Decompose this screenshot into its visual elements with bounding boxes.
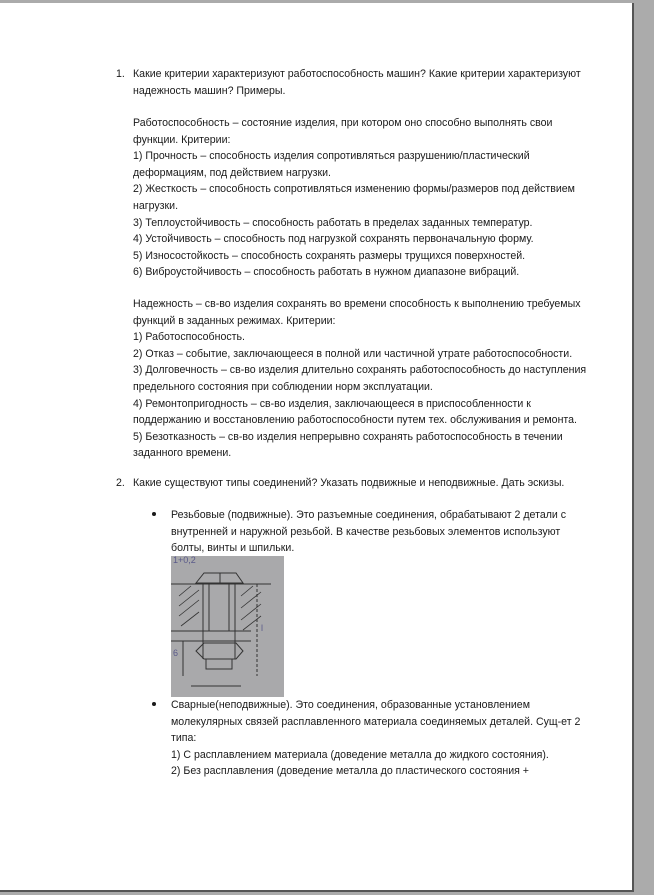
bullet-icon	[152, 512, 156, 516]
text-line: 3) Теплоустойчивость – способность работать в пределах заданных температур.	[133, 216, 533, 229]
text-line: надежность машин? Примеры.	[133, 84, 286, 97]
text-line: молекулярных связей расплавленного материала соединяемых деталей. Сущ-ет 2	[171, 715, 581, 728]
text-line: 2) Жесткость – способность сопротивляться изменению формы/размеров под действием	[133, 183, 575, 196]
text-line: 1) Работоспособность.	[133, 331, 245, 344]
text-line: нагрузки.	[133, 199, 179, 212]
bolt-sketch-image	[171, 556, 284, 697]
text-line: функций в заданных режимах. Критерии:	[133, 314, 336, 327]
text-line: поддержанию и восстановлению работоспособности путем тех. обслуживания и ремонта.	[133, 414, 577, 427]
text-line: Какие критерии характеризуют работоспособность машин? Какие критерии характеризуют	[133, 68, 581, 80]
list-number: 2.	[116, 477, 125, 489]
text-line: заданного времени.	[133, 447, 232, 460]
text-line: 2) Без расплавления (доведение металла до пластического состояния +	[171, 765, 529, 778]
threaded-joints-item	[171, 507, 566, 557]
list-number: 1.	[116, 68, 125, 80]
text-line: Работоспособность – состояние изделия, при котором оно способно выполнять свои	[133, 117, 553, 129]
text-line: внутренней и наружной резьбой. В качестве резьбовых элементов используют	[171, 525, 561, 538]
svg-text:1+0,2: 1+0,2	[173, 556, 196, 565]
welded-joints-item	[171, 697, 580, 780]
document-page	[0, 3, 634, 892]
text-line: 1) С расплавлением материала (доведение металла до жидкого состояния).	[171, 748, 549, 761]
question-2-title	[133, 475, 564, 492]
text-line: 4) Ремонтопригодность – св-во изделия, заключающееся в приспособленности к	[133, 397, 531, 410]
text-line: деформациям, под действием нагрузки.	[133, 166, 331, 179]
bullet-icon	[152, 702, 156, 706]
svg-text:l: l	[261, 623, 263, 633]
text-line: Сварные(неподвижные). Это соединения, образованные установлением	[171, 699, 530, 711]
text-line: 5) Износостойкость – способность сохранять размеры трущихся поверхностей.	[133, 249, 526, 262]
text-line: 1) Прочность – способность изделия сопротивляться разрушению/пластический	[133, 150, 530, 163]
reliability-paragraph	[133, 296, 586, 462]
text-line: 3) Долговечность – св-во изделия длительно сохранять работоспособность до наступления	[133, 364, 587, 377]
text-line: типа:	[171, 732, 197, 745]
workability-paragraph	[133, 115, 575, 281]
text-line: 4) Устойчивость – способность под нагрузкой сохранять первоначальную форму.	[133, 233, 534, 246]
text-line: 2) Отказ – событие, заключающееся в полной или частичной утрате работоспособности.	[133, 347, 573, 360]
question-1-title	[133, 66, 581, 99]
text-line: функции. Критерии:	[133, 133, 231, 146]
text-line: болты, винты и шпильки.	[171, 542, 295, 555]
text-line: Резьбовые (подвижные). Это разъемные соединения, обрабатывают 2 детали с	[171, 509, 567, 521]
text-line: 6) Виброустойчивость – способность работать в нужном диапазоне вибраций.	[133, 266, 520, 279]
text-line: Надежность – св-во изделия сохранять во времени способность к выполнению требуемых	[133, 298, 581, 310]
text-line: Какие существуют типы соединений? Указать подвижные и неподвижные. Дать эскизы.	[133, 477, 565, 489]
text-line: предельного состояния при соблюдении норм эксплуатации.	[133, 380, 433, 393]
svg-text:6: 6	[173, 648, 179, 658]
text-line: 5) Безотказность – св-во изделия непрерывно сохранять работоспособность в течении	[133, 430, 563, 443]
